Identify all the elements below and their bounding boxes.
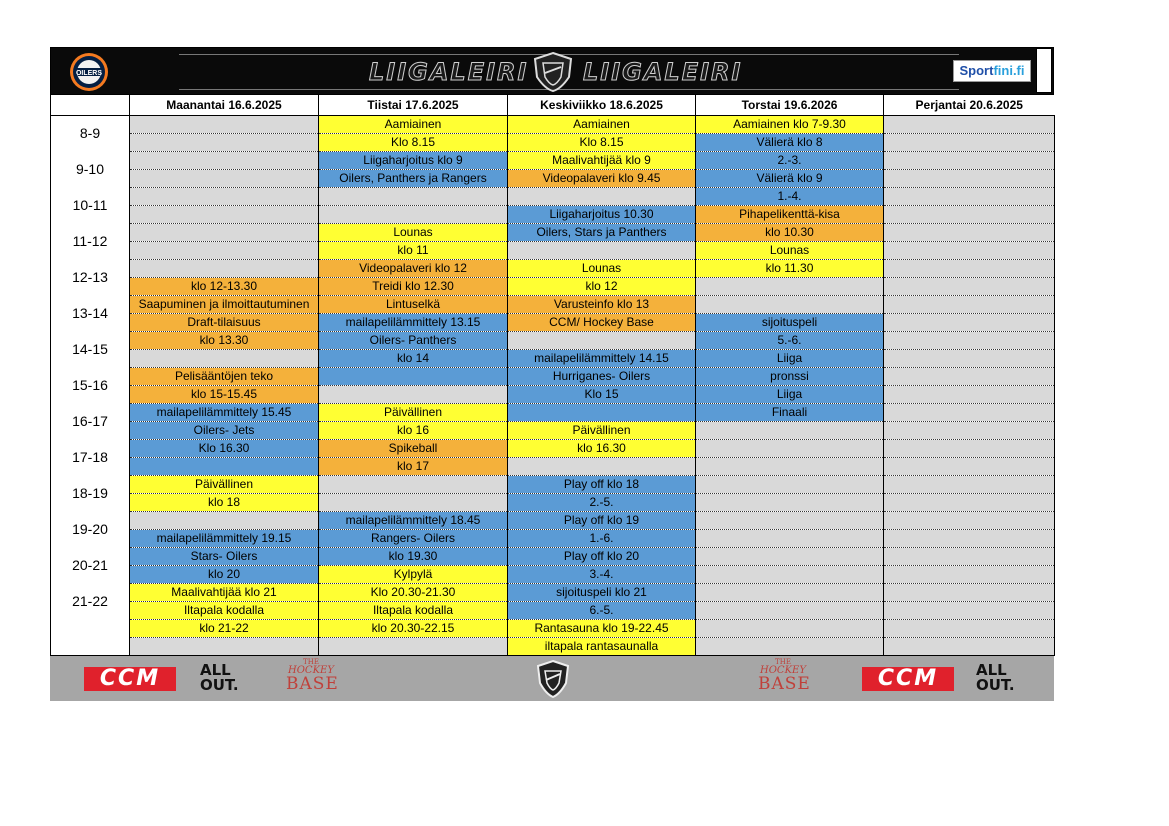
schedule-cell [884,638,1055,656]
schedule-cell: klo 19.30 [319,548,508,566]
schedule-cell [696,620,884,638]
schedule-cell [696,476,884,494]
schedule-cell [319,206,508,224]
schedule-cell [696,494,884,512]
banner-title-right: LIIGALEIRI [583,58,743,86]
schedule-cell [884,494,1055,512]
schedule-cell: klo 17 [319,458,508,476]
schedule-cell: Aamiainen [508,116,696,134]
schedule-cell [696,602,884,620]
schedule-cell [884,152,1055,170]
day-header: Maanantai 16.6.2025 [130,95,319,116]
schedule-cell [884,134,1055,152]
schedule-cell: Maalivahtijää klo 21 [130,584,319,602]
schedule-cell [696,440,884,458]
schedule-cell [884,206,1055,224]
schedule-cell: Oilers- Jets [130,422,319,440]
hockey-base-line: HOCKEY [288,665,334,676]
schedule-cell: klo 20.30-22.15 [319,620,508,638]
time-slot-label: 15-16 [51,368,130,404]
schedule-row [51,566,1055,584]
schedule-cell [884,458,1055,476]
schedule-row [51,134,1055,152]
day-header: Perjantai 20.6.2025 [884,95,1055,116]
schedule-cell: iltapala rantasaunalla [508,638,696,656]
banner [50,47,1054,95]
schedule-cell [130,242,319,260]
schedule-cell [319,188,508,206]
schedule-cell: 6.-5. [508,602,696,620]
schedule-row [51,458,1055,476]
schedule-cell [884,584,1055,602]
schedule-cell [884,530,1055,548]
schedule-cell: Stars- Oilers [130,548,319,566]
schedule-row [51,494,1055,512]
schedule-cell: Lounas [696,242,884,260]
schedule-cell [884,116,1055,134]
schedule-cell [884,620,1055,638]
hockey-base-line: BASE [286,674,339,694]
schedule-cell: klo 16.30 [508,440,696,458]
schedule-cell: Klo 16.30 [130,440,319,458]
time-slot-label: 13-14 [51,296,130,332]
schedule-row [51,548,1055,566]
schedule-cell [508,332,696,350]
schedule-cell [130,512,319,530]
hockey-base-logo [286,658,339,700]
schedule-cell [696,638,884,656]
time-slot-label: 21-22 [51,584,130,620]
allout-logo [976,663,1015,693]
nhl-shield-icon [535,659,571,699]
hockey-base-line: BASE [758,674,811,694]
schedule-cell: Oilers, Stars ja Panthers [508,224,696,242]
schedule-cell [130,458,319,476]
schedule-row [51,242,1055,260]
schedule-cell: Iltapala kodalla [319,602,508,620]
day-header: Torstai 19.6.2026 [696,95,884,116]
schedule-sheet [50,47,1054,701]
schedule-cell [130,638,319,656]
schedule-cell: Klo 15 [508,386,696,404]
schedule-cell: Play off klo 18 [508,476,696,494]
allout-line: ALL [976,661,1007,679]
schedule-cell [319,638,508,656]
schedule-cell [696,530,884,548]
schedule-cell: Päivällinen [319,404,508,422]
schedule-cell: mailapelilämmittely 19.15 [130,530,319,548]
allout-line: ALL [200,661,231,679]
schedule-row [51,260,1055,278]
schedule-cell: Maalivahtijää klo 9 [508,152,696,170]
schedule-cell [508,242,696,260]
schedule-row [51,332,1055,350]
allout-line: OUT. [200,676,239,694]
schedule-cell: Rangers- Oilers [319,530,508,548]
schedule-row [51,368,1055,386]
ccm-logo: CCM [862,667,954,691]
schedule-cell: 2.-3. [696,152,884,170]
schedule-cell: Liiga [696,350,884,368]
banner-title-left: LIIGALEIRI [369,58,529,86]
corner-cell [51,95,130,116]
schedule-cell [696,512,884,530]
schedule-row [51,638,1055,656]
schedule-cell [696,584,884,602]
schedule-cell [884,566,1055,584]
time-slot-label: 18-19 [51,476,130,512]
schedule-body [51,116,1055,656]
schedule-cell: Päivällinen [130,476,319,494]
schedule-cell [884,260,1055,278]
schedule-cell [884,422,1055,440]
schedule-row [51,512,1055,530]
time-slot-label: 17-18 [51,440,130,476]
schedule-cell [884,188,1055,206]
schedule-cell: Finaali [696,404,884,422]
time-slot-label: 12-13 [51,260,130,296]
schedule-cell [130,188,319,206]
schedule-cell: Välierä klo 9 [696,170,884,188]
schedule-cell [130,350,319,368]
schedule-cell [319,368,508,386]
schedule-row [51,620,1055,638]
schedule-cell [130,206,319,224]
schedule-cell: Klo 20.30-21.30 [319,584,508,602]
schedule-row [51,584,1055,602]
schedule-cell: Liigaharjoitus 10.30 [508,206,696,224]
schedule-cell [130,116,319,134]
schedule-cell: mailapelilämmittely 18.45 [319,512,508,530]
schedule-cell [884,404,1055,422]
hockey-base-line: THE [775,658,791,666]
schedule-cell: Liiga [696,386,884,404]
schedule-cell [319,494,508,512]
schedule-cell [884,548,1055,566]
time-slot-label: 8-9 [51,116,130,152]
schedule-cell: Spikeball [319,440,508,458]
day-header-row [51,95,1055,116]
schedule-cell: Lintuselkä [319,296,508,314]
schedule-cell: Lounas [319,224,508,242]
sportfini-logo [953,60,1031,82]
schedule-row [51,422,1055,440]
schedule-row [51,296,1055,314]
schedule-cell: Varusteinfo klo 13 [508,296,696,314]
schedule-row [51,206,1055,224]
oilers-logo [67,52,111,92]
schedule-cell: mailapelilämmittely 13.15 [319,314,508,332]
schedule-cell: Klo 8.15 [508,134,696,152]
schedule-cell: mailapelilämmittely 14.15 [508,350,696,368]
schedule-row [51,116,1055,134]
schedule-cell: 3.-4. [508,566,696,584]
schedule-row [51,602,1055,620]
schedule-cell [130,152,319,170]
time-slot-label: 14-15 [51,332,130,368]
schedule-cell [696,548,884,566]
svg-text:OILERS: OILERS [75,70,103,77]
schedule-cell [884,278,1055,296]
ccm-logo: CCM [84,667,176,691]
schedule-row [51,188,1055,206]
sportfini-logo-a: Sport [959,63,994,78]
schedule-row [51,386,1055,404]
schedule-row [51,530,1055,548]
schedule-row [51,152,1055,170]
schedule-cell: klo 14 [319,350,508,368]
schedule-cell: mailapelilämmittely 15.45 [130,404,319,422]
schedule-cell [696,566,884,584]
hockey-base-line: HOCKEY [760,665,806,676]
schedule-cell: Draft-tilaisuus [130,314,319,332]
time-slot-label: 19-20 [51,512,130,548]
schedule-cell [884,170,1055,188]
schedule-cell: Aamiainen [319,116,508,134]
schedule-cell: Aamiainen klo 7-9.30 [696,116,884,134]
schedule-cell: klo 20 [130,566,319,584]
schedule-cell [130,260,319,278]
schedule-cell [884,314,1055,332]
schedule-cell: Play off klo 19 [508,512,696,530]
schedule-cell [884,440,1055,458]
time-slot-label: 11-12 [51,224,130,260]
schedule-cell: klo 12 [508,278,696,296]
schedule-cell: sijoituspeli klo 21 [508,584,696,602]
schedule-row [51,170,1055,188]
schedule-cell [884,224,1055,242]
schedule-cell: Lounas [508,260,696,278]
schedule-cell [696,278,884,296]
schedule-cell [319,476,508,494]
day-header: Tiistai 17.6.2025 [319,95,508,116]
schedule-cell [130,224,319,242]
sportfini-logo-b: fini.fi [993,63,1025,78]
schedule-cell [130,134,319,152]
schedule-cell: Oilers- Panthers [319,332,508,350]
time-slot-label: 10-11 [51,188,130,224]
time-slot-label: 20-21 [51,548,130,584]
schedule-cell [696,296,884,314]
schedule-cell: Pelisääntöjen teko [130,368,319,386]
schedule-cell: 5.-6. [696,332,884,350]
schedule-cell: Rantasauna klo 19-22.45 [508,620,696,638]
schedule-row [51,440,1055,458]
schedule-cell: 1.-6. [508,530,696,548]
schedule-cell: Play off klo 20 [508,548,696,566]
schedule-cell: Klo 8.15 [319,134,508,152]
schedule-cell [884,242,1055,260]
banner-white-box [1036,48,1052,93]
hockey-base-line: THE [303,658,319,666]
schedule-row [51,278,1055,296]
schedule-table [50,95,1055,656]
schedule-row [51,476,1055,494]
schedule-cell: Videopalaveri klo 9.45 [508,170,696,188]
schedule-cell: klo 11.30 [696,260,884,278]
schedule-cell [508,188,696,206]
allout-line: OUT. [976,676,1015,694]
schedule-cell [884,386,1055,404]
schedule-cell: Kylpylä [319,566,508,584]
schedule-cell: klo 21-22 [130,620,319,638]
schedule-cell: Saapuminen ja ilmoittautuminen [130,296,319,314]
schedule-cell [696,422,884,440]
schedule-cell: 2.-5. [508,494,696,512]
schedule-cell: Päivällinen [508,422,696,440]
schedule-cell: klo 16 [319,422,508,440]
schedule-cell [884,350,1055,368]
schedule-row [51,404,1055,422]
time-slot-label: 16-17 [51,404,130,440]
hockey-base-logo [758,658,811,700]
schedule-cell [884,476,1055,494]
schedule-cell [508,404,696,422]
schedule-cell [884,296,1055,314]
time-slot-label: 9-10 [51,152,130,188]
schedule-cell: CCM/ Hockey Base [508,314,696,332]
schedule-cell: Treidi klo 12.30 [319,278,508,296]
schedule-cell [508,458,696,476]
schedule-cell: Videopalaveri klo 12 [319,260,508,278]
schedule-cell [319,386,508,404]
schedule-cell: klo 18 [130,494,319,512]
day-header: Keskiviikko 18.6.2025 [508,95,696,116]
schedule-cell [884,512,1055,530]
schedule-cell: Hurriganes- Oilers [508,368,696,386]
schedule-row [51,224,1055,242]
nhl-shield-icon [531,51,575,93]
schedule-cell: 1.-4. [696,188,884,206]
schedule-cell: Liigaharjoitus klo 9 [319,152,508,170]
schedule-cell: Iltapala kodalla [130,602,319,620]
schedule-cell: Oilers, Panthers ja Rangers [319,170,508,188]
schedule-cell: sijoituspeli [696,314,884,332]
schedule-cell: Välierä klo 8 [696,134,884,152]
schedule-cell [884,368,1055,386]
schedule-cell: klo 10.30 [696,224,884,242]
schedule-cell: klo 15-15.45 [130,386,319,404]
schedule-cell [696,458,884,476]
schedule-row [51,314,1055,332]
sponsor-footer [50,656,1054,701]
schedule-cell [130,170,319,188]
schedule-cell: pronssi [696,368,884,386]
schedule-cell: klo 12-13.30 [130,278,319,296]
schedule-row [51,350,1055,368]
allout-logo [200,663,239,693]
time-slot-label [51,620,130,656]
schedule-cell: Pihapelikenttä-kisa [696,206,884,224]
schedule-cell [884,602,1055,620]
schedule-cell: klo 11 [319,242,508,260]
schedule-cell: klo 13.30 [130,332,319,350]
schedule-cell [884,332,1055,350]
